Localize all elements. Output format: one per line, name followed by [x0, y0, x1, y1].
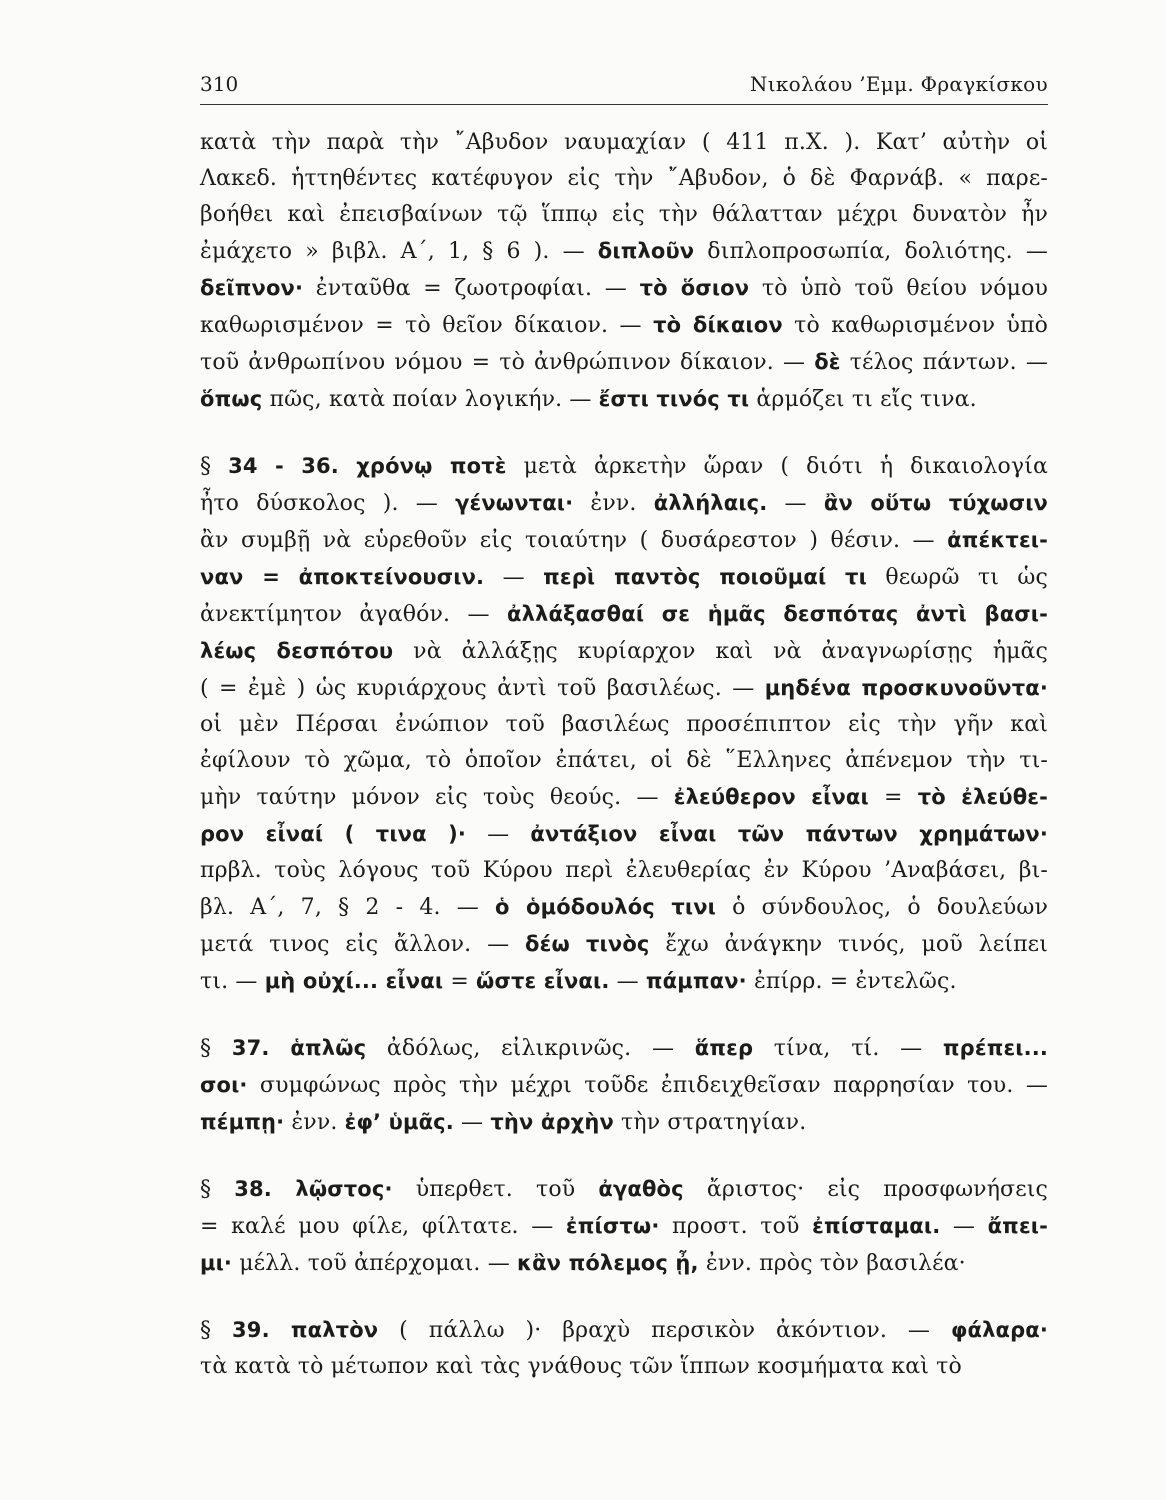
text-run: § — [200, 454, 229, 479]
text-run: τὴν στρατηγίαν. — [613, 1110, 807, 1135]
bold-term: περὶ παντὸς ποιοῦμαί τι — [543, 565, 867, 589]
text-run: βλ. Α΄, 7, § 2 - 4. — — [200, 895, 496, 920]
text-run: ἐνν. πρὸς τὸν βασιλέα· — [698, 1251, 966, 1276]
bold-term: ἔστι τινός τι — [598, 387, 750, 411]
bold-term: ἀγαθὸς — [598, 1177, 684, 1201]
bold-term: ὅπως — [200, 387, 263, 411]
bold-term: ἅπερ — [694, 1036, 754, 1060]
text-run: μετά τινος εἰς ἄλλον. — — [200, 932, 526, 957]
bold-term: ἀπέκτει- — [947, 528, 1048, 552]
text-run: ἔχω ἀνάγκην τινός, μοῦ λείπει — [649, 932, 1049, 957]
bold-term: τὸ ὅσιον — [639, 276, 750, 300]
text-run: Λακεδ. ἡττηθέντες κατέφυγον εἰς τὴν ῎Αβυδον, ὁ δὲ Φαρνάβ. « παρε- — [200, 166, 1048, 191]
text-run: οἱ μὲν Πέρσαι ἐνώπιον τοῦ βασιλέως προσέπιπτον εἰς τὴν γῆν καὶ — [200, 712, 1048, 737]
bold-term: δεῖπνον· — [200, 276, 304, 300]
text-line — [200, 1208, 1048, 1245]
bold-term: τὴν ἀρχὴν — [490, 1110, 614, 1134]
text-run: — — [466, 822, 531, 847]
bold-term: ἐλεύθερον εἶναι — [673, 785, 869, 809]
bold-term: μι· — [200, 1251, 233, 1275]
text-run: ἁρμόζει τι εἴς τινα. — [749, 387, 977, 412]
text-line — [200, 1349, 1048, 1385]
text-line — [200, 485, 1048, 522]
text-line — [200, 853, 1048, 889]
text-run: = — [443, 969, 477, 994]
text-run: προστ. τοῦ — [659, 1214, 813, 1239]
bold-term: ἐπίστω· — [565, 1214, 660, 1238]
text-line — [200, 161, 1048, 197]
text-line — [200, 197, 1048, 233]
text-run: ἐνταῦθα = ζωοτροφίαι. — — [303, 276, 640, 301]
text-run: πῶς, κατὰ ποίαν λογικήν. — — [262, 387, 599, 412]
text-run: πρβλ. τοὺς λόγους τοῦ Κύρου περὶ ἐλευθερίας ἐν Κύρου ’Αναβάσει, βι- — [200, 858, 1048, 883]
text-run: ἦτο δύσκολος ). — — [200, 491, 456, 516]
text-line — [200, 743, 1048, 779]
text-line — [200, 270, 1048, 307]
text-run: ἐφίλουν τὸ χῶμα, τὸ ὁποῖον ἐπάτει, οἱ δὲ ῞Ελληνες ἀπένεμον τὴν τι- — [200, 748, 1048, 773]
text-line — [200, 125, 1048, 161]
text-line — [200, 1067, 1048, 1104]
bold-term: πρέπει... — [942, 1036, 1049, 1060]
text-run: μὴν ταύτην μόνον εἰς τοὺς θεούς. — — [200, 785, 674, 810]
bold-term: φάλαρα· — [950, 1318, 1049, 1342]
paragraph — [200, 1171, 1048, 1282]
text-line — [200, 1104, 1048, 1141]
text-run: ἐπίρρ. = ἐντελῶς. — [746, 969, 957, 994]
text-line — [200, 1171, 1048, 1208]
bold-term: ναν = ἀποκτείνουσιν. — [200, 565, 485, 589]
bold-term: 38. λῷστος· — [234, 1177, 393, 1201]
bold-term: ὥστε εἶναι. — [476, 969, 610, 993]
bold-term: 37. ἁπλῶς — [231, 1036, 367, 1060]
text-run: = καλέ μου φίλε, φίλτατε. — — [200, 1214, 566, 1239]
bold-term: ἐφ’ ὑμᾶς. — [344, 1110, 454, 1134]
text-run: ἀνεκτίμητον ἀγαθόν. — — [200, 602, 507, 627]
running-head — [200, 72, 1048, 105]
text-line — [200, 559, 1048, 596]
text-line — [200, 926, 1048, 963]
text-run: ὑπερθετ. τοῦ — [392, 1177, 599, 1202]
text-line — [200, 381, 1048, 418]
paragraph — [200, 1030, 1048, 1141]
text-line — [200, 670, 1048, 707]
bold-term: κἂν πόλεμος ᾖ, — [517, 1251, 699, 1275]
text-run: — — [453, 1110, 491, 1135]
text-run: § — [200, 1036, 232, 1061]
text-run: ἐνν. — [573, 491, 654, 516]
text-run: διπλοπροσωπία, δολιότης. — — [694, 239, 1048, 264]
text-run: ( = ἐμὲ ) ὡς κυριάρχους ἀντὶ τοῦ βασιλέως. — — [200, 676, 765, 701]
bold-term: μὴ οὐχί... εἶναι — [264, 969, 444, 993]
text-run: — — [940, 1214, 988, 1239]
body-text — [200, 125, 1048, 1385]
bold-term: ἀλλήλαις. — [653, 491, 768, 515]
text-run: ἐνν. — [284, 1110, 345, 1135]
text-line — [200, 344, 1048, 381]
text-run: = — [868, 785, 918, 810]
text-run: ( πάλλω )· βραχὺ περσικὸν ἀκόντιον. — — [378, 1318, 951, 1343]
text-line — [200, 233, 1048, 270]
paragraph — [200, 448, 1048, 1000]
text-line — [200, 596, 1048, 633]
text-run: τίνα, τί. — — [753, 1036, 943, 1061]
bold-term: πέμπῃ· — [200, 1110, 285, 1134]
text-line — [200, 633, 1048, 670]
bold-term: ἄπει- — [987, 1214, 1048, 1238]
text-run: ἐμάχετο » βιβλ. Α΄, 1, § 6 ). — — [200, 239, 598, 264]
bold-term: ἀντάξιον εἶναι τῶν πάντων χρημάτων· — [530, 822, 1049, 846]
text-run: τὰ κατὰ τὸ μέτωπον καὶ τὰς γνάθους τῶν ἵππων κοσμήματα καὶ τὸ — [200, 1354, 962, 1379]
bold-term: τὸ ἐλεύθε- — [917, 785, 1049, 809]
text-run: καθωρισμένον = τὸ θεῖον δίκαιον. — — [200, 313, 654, 338]
text-run: — — [484, 565, 544, 590]
bold-term: τὸ δίκαιον — [653, 313, 783, 337]
text-line — [200, 707, 1048, 743]
text-line — [200, 522, 1048, 559]
bold-term: δέω τινὸς — [525, 932, 650, 956]
text-run: μετὰ ἀρκετὴν ὥραν ( διότι ἡ δικαιολογία — [506, 454, 1048, 479]
text-run: τι. — — [200, 969, 265, 994]
text-run: § — [200, 1318, 233, 1343]
text-run: νὰ ἀλλάξῃς κυρίαρχον καὶ νὰ ἀναγνωρίσῃς ἡμᾶς — [393, 639, 1048, 664]
text-line — [200, 1312, 1048, 1349]
text-line — [200, 1030, 1048, 1067]
text-line — [200, 448, 1048, 485]
text-run: τὸ ὑπὸ τοῦ θείου νόμου — [749, 276, 1048, 301]
text-line — [200, 963, 1048, 1000]
bold-term: ἀλλάξασθαί σε ἡμᾶς δεσπότας ἀντὶ βασι- — [507, 602, 1048, 626]
text-run: κατὰ τὴν παρὰ τὴν ῎Αβυδον ναυμαχίαν ( 411 π.Χ. ). Κατ’ αὐτὴν οἱ — [200, 130, 1048, 155]
page-number: 310 — [200, 72, 239, 96]
text-run: § — [200, 1177, 235, 1202]
bold-term: ρον εἶναί ( τινα )· — [200, 822, 466, 846]
text-run: βοήθει καὶ ἐπεισβαίνων τῷ ἵππῳ εἰς τὴν θάλατταν μέχρι δυνατὸν ἦν — [200, 202, 1048, 227]
text-run: ἂν συμβῇ νὰ εὑρεθοῦν εἰς τοιαύτην ( δυσάρεστον ) θέσιν. — — [200, 528, 948, 553]
bold-term: διπλοῦν — [597, 239, 695, 263]
text-line — [200, 307, 1048, 344]
running-head-author: Νικολάου ’Εμμ. Φραγκίσκου — [749, 72, 1048, 96]
bold-term: γένωνται· — [455, 491, 574, 515]
text-run: τέλος πάντων. — — [840, 350, 1049, 375]
text-run: τοῦ ἀνθρωπίνου νόμου = τὸ ἀνθρώπινον δίκαιον. — — [200, 350, 815, 375]
bold-term: ἂν οὕτω τύχωσιν — [823, 491, 1049, 515]
text-run: συμφώνως πρὸς τὴν μέχρι τοῦδε ἐπιδειχθεῖσαν παρρησίαν του. — — [247, 1073, 1048, 1098]
page — [200, 72, 1048, 1385]
text-run: θεωρῶ τι ὡς — [866, 565, 1048, 590]
bold-term: μηδένα προσκυνοῦντα· — [764, 676, 1048, 700]
bold-term: πάμπαν· — [645, 969, 747, 993]
bold-term: λέως δεσπότου — [200, 639, 394, 663]
bold-term: δὲ — [814, 350, 841, 374]
paragraph — [200, 125, 1048, 418]
bold-term: ὁ ὁμόδουλός τινι — [495, 895, 716, 919]
text-run: ἀδόλως, εἰλικρινῶς. — — [366, 1036, 695, 1061]
text-run: μέλλ. τοῦ ἀπέρχομαι. — — [232, 1251, 518, 1276]
bold-term: σοι· — [200, 1073, 248, 1097]
text-line — [200, 779, 1048, 816]
text-run: ὁ σύνδουλος, ὁ δουλεύων — [716, 895, 1048, 920]
text-line — [200, 1245, 1048, 1282]
text-run: — — [609, 969, 646, 994]
text-line — [200, 889, 1048, 926]
text-run: τὸ καθωρισμένον ὑπὸ — [782, 313, 1048, 338]
text-line — [200, 816, 1048, 853]
text-run: — — [767, 491, 824, 516]
bold-term: 34 - 36. χρόνῳ ποτὲ — [228, 454, 507, 478]
bold-term: 39. παλτὸν — [232, 1318, 379, 1342]
paragraph — [200, 1312, 1048, 1385]
bold-term: ἐπίσταμαι. — [812, 1214, 941, 1238]
text-run: ἄριστος· εἰς προσφωνήσεις — [683, 1177, 1048, 1202]
